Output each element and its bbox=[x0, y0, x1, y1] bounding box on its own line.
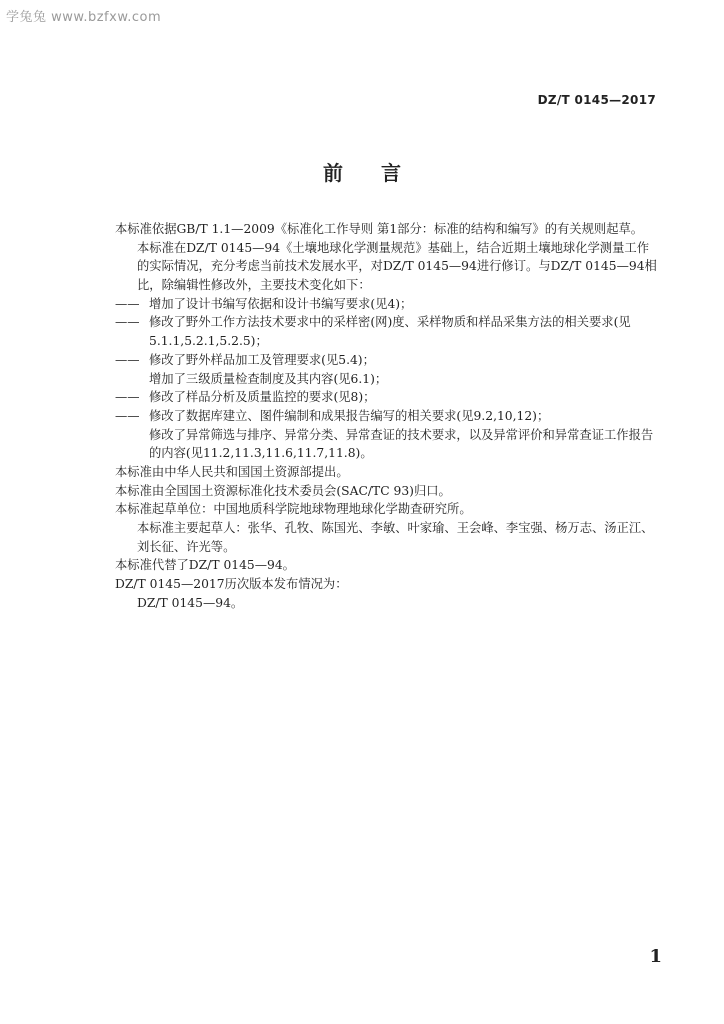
paragraph-drafters-text: 本标准主要起草人：张华、孔牧、陈国光、李敏、叶家瑜、王会峰、李宝强、杨万志、汤正江、刘长征、许光等。 bbox=[137, 521, 654, 554]
paragraph-replaces: 本标准代替了DZ/T 0145—94。 bbox=[115, 558, 295, 573]
paragraph-drafting-unit: 本标准起草单位：中国地质科学院地球物理地球化学勘查研究所。 bbox=[115, 502, 472, 517]
watermark: 学兔兔 www.bzfxw.com bbox=[6, 10, 162, 25]
paragraph-revision-context bbox=[115, 239, 660, 295]
list-dash: —— bbox=[115, 390, 140, 405]
list-item-text: 修改了样品分析及质量监控的要求(见8)； bbox=[149, 390, 376, 405]
list-dash: —— bbox=[115, 296, 140, 311]
paragraph-revision-text: 本标准在DZ/T 0145—94《土壤地球化学测量规范》基础上，结合近期土壤地球化学测量工作的实际情况，充分考虑当前技术发展水平，对DZ/T 0145—94进行修订。与DZ/T 0145—94相比，除编辑性修改外，主要技术变化如下： bbox=[137, 240, 657, 293]
list-item bbox=[115, 370, 660, 389]
list-item bbox=[115, 407, 660, 426]
paragraph-previous-version: DZ/T 0145—94。 bbox=[137, 595, 244, 610]
list-dash: —— bbox=[115, 408, 140, 423]
list-dash bbox=[115, 426, 149, 463]
changes-list bbox=[115, 295, 660, 463]
list-item-text: 修改了野外样品加工及管理要求(见5.4)； bbox=[149, 352, 375, 367]
paragraph-drafting-basis: 本标准依据GB/T 1.1—2009《标准化工作导则 第1部分：标准的结构和编写》的有关规则起草。 bbox=[115, 222, 644, 236]
list-item-text: 增加了设计书编写依据和设计书编写要求(见4)； bbox=[149, 296, 413, 311]
list-dash: —— bbox=[115, 315, 140, 330]
list-dash: —— bbox=[115, 352, 140, 367]
paragraph-drafters bbox=[115, 519, 660, 556]
list-item-text: 增加了三级质量检查制度及其内容(见6.1)； bbox=[149, 371, 388, 386]
list-item bbox=[115, 295, 660, 314]
page-number: 1 bbox=[649, 946, 662, 967]
standard-code: DZ/T 0145—2017 bbox=[537, 93, 656, 107]
paragraph-proposer: 本标准由中华人民共和国国土资源部提出。 bbox=[115, 464, 349, 479]
list-item bbox=[115, 313, 660, 350]
foreword-body bbox=[115, 220, 660, 612]
list-item bbox=[115, 388, 660, 407]
paragraph-version-history: DZ/T 0145—2017历次版本发布情况为： bbox=[115, 577, 348, 592]
list-item-text: 修改了异常筛选与排序、异常分类、异常查证的技术要求，以及异常评价和异常查证工作报告的内容(见11.2,11.3,11.6,11.7,11.8)。 bbox=[149, 427, 654, 461]
paragraph-responsible-committee: 本标准由全国国土资源标准化技术委员会(SAC/TC 93)归口。 bbox=[115, 483, 451, 498]
page-title: 前言 bbox=[323, 161, 439, 185]
list-item-text: 修改了数据库建立、图件编制和成果报告编写的相关要求(见9.2,10,12)； bbox=[149, 408, 550, 423]
list-item bbox=[115, 426, 660, 463]
list-item-text: 修改了野外工作方法技术要求中的采样密(网)度、采样物质和样品采集方法的相关要求(见5.1.1,5.2.1,5.2.5)； bbox=[149, 315, 631, 349]
list-dash bbox=[115, 370, 149, 389]
list-item bbox=[115, 351, 660, 370]
